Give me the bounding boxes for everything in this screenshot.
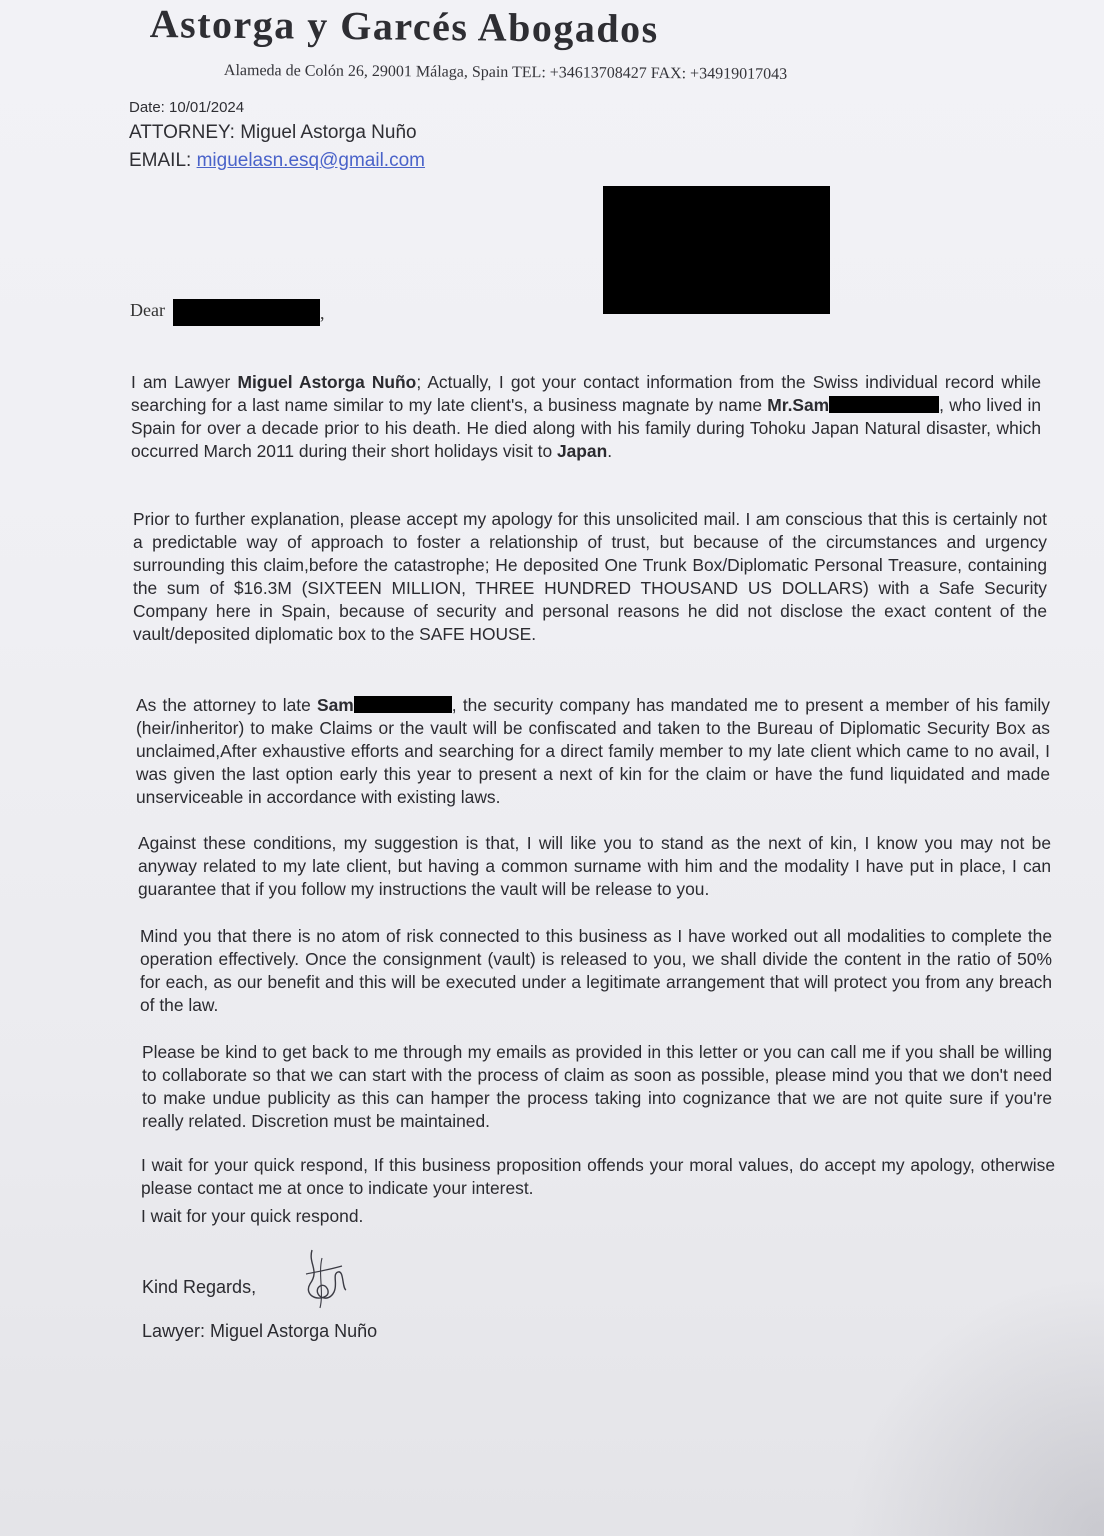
p3-text-a: As the attorney to late — [136, 695, 318, 715]
paragraph-contact: Please be kind to get back to me through my emails as provided in this letter or you can call me if you shall be willing to collaborate so that we can start with the process of claim as soon as possible, please mind you that we don't need to make undue publicity as this can hamper the process taking into cognizance that we are not quite sure if you're really related. Discretion must be maintained. — [142, 1042, 1052, 1131]
salutation-comma: , — [320, 303, 325, 323]
redacted-address-block — [603, 186, 830, 314]
firm-name: Astorga y Garcés Abogados — [149, 0, 659, 52]
closing-signature-line: Lawyer: Miguel Astorga Nuño — [142, 1321, 378, 1341]
letter-date: Date: 10/01/2024 — [129, 99, 245, 116]
attorney-line: ATTORNEY: Miguel Astorga Nuño — [129, 122, 417, 143]
firm-address: Alameda de Colón 26, 29001 Málaga, Spain TEL: +34613708427 FAX: +34919017043 — [223, 62, 788, 83]
redacted-client-surname-2 — [354, 696, 452, 713]
photo-shadow — [844, 1276, 1104, 1536]
signature-image — [298, 1244, 358, 1314]
paragraph-mandate — [136, 694, 1050, 809]
email-label: EMAIL: — [129, 150, 197, 171]
salutation-dear: Dear — [130, 300, 165, 320]
paragraph-deposit: Prior to further explanation, please accept my apology for this unsolicited mail. I am conscious that this is certainly not a predictable way of approach to foster a relationship of trust, but because of the circumstances and urgency surrounding this claim,before the catastrophe; He deposited One Trunk Box/Diplomatic Personal Treasure, containing the sum of $16.3M (SIXTEEN MILLION, THREE HUNDRED THOUSAND US DOLLARS) with a Safe Security Company here in Spain, because of security and personal reasons he did not disclose the exact content of the vault/deposited diplomatic box to the SAFE HOUSE. — [133, 509, 1047, 644]
p1-text-a: I am Lawyer — [131, 372, 238, 392]
p1-japan: Japan — [556, 441, 608, 461]
paragraph-risk: Mind you that there is no atom of risk connected to this business as I have worked out all modalities to complete the operation effectively. Once the consignment (vault) is released to you, we shall divide the content in the ratio of 50% for each, as our benefit and this will be executed under a legitimate arrangement that will protect you from any breach of the law. — [140, 926, 1052, 1015]
email-link[interactable]: miguelasn.esq@gmail.com — [196, 150, 425, 171]
paragraph-suggestion: Against these conditions, my suggestion is that, I will like you to stand as the next of kin, I know you may not be anyway related to my late client, but having a common surname with him and the modality I have put in place, I can guarantee that if you follow my instructions the vault will be release to you. — [138, 833, 1051, 899]
redacted-client-surname — [829, 396, 939, 413]
p1-text-c: ; Actually, I got your contact information from the Swiss individual record while searching for a last name similar to my late client's, a business magnate by name — [131, 372, 1041, 415]
redacted-recipient-name — [173, 299, 320, 326]
p1-text-g: . — [607, 441, 613, 461]
closing-regards: Kind Regards, — [142, 1277, 257, 1297]
paragraph-wait: I wait for your quick respond, If this business proposition offends your moral values, do accept my apology, otherwise please contact me at once to indicate your interest. — [141, 1155, 1055, 1198]
paragraph-intro — [131, 371, 1041, 463]
p1-client-name: Mr.Sam — [767, 395, 830, 415]
email-line — [129, 150, 425, 172]
p3-client-name: Sam — [317, 695, 354, 715]
paragraph-wait-2: I wait for your quick respond. — [141, 1206, 364, 1226]
p1-text-e: , who lived in Spain for over a decade prior to his death. He died along with his family during Tohoku Japan Natural disaster, which occurred March 2011 during their short holidays visit to — [131, 395, 1042, 461]
p3-text-c: , the security company has mandated me to present a member of his family (heir/inheritor) to make Claims or the vault will be confiscated and taken to the Bureau of Diplomatic Security Box as unclaimed,After exhaustive efforts and searching for a direct family member to my late client which came to no avail, I was given the last option early this year to present a next of kin for the claim or have the fund liquidated and made unserviceable in accordance with existing laws. — [136, 695, 1050, 807]
p1-lawyer-name: Miguel Astorga Nuño — [237, 372, 417, 392]
